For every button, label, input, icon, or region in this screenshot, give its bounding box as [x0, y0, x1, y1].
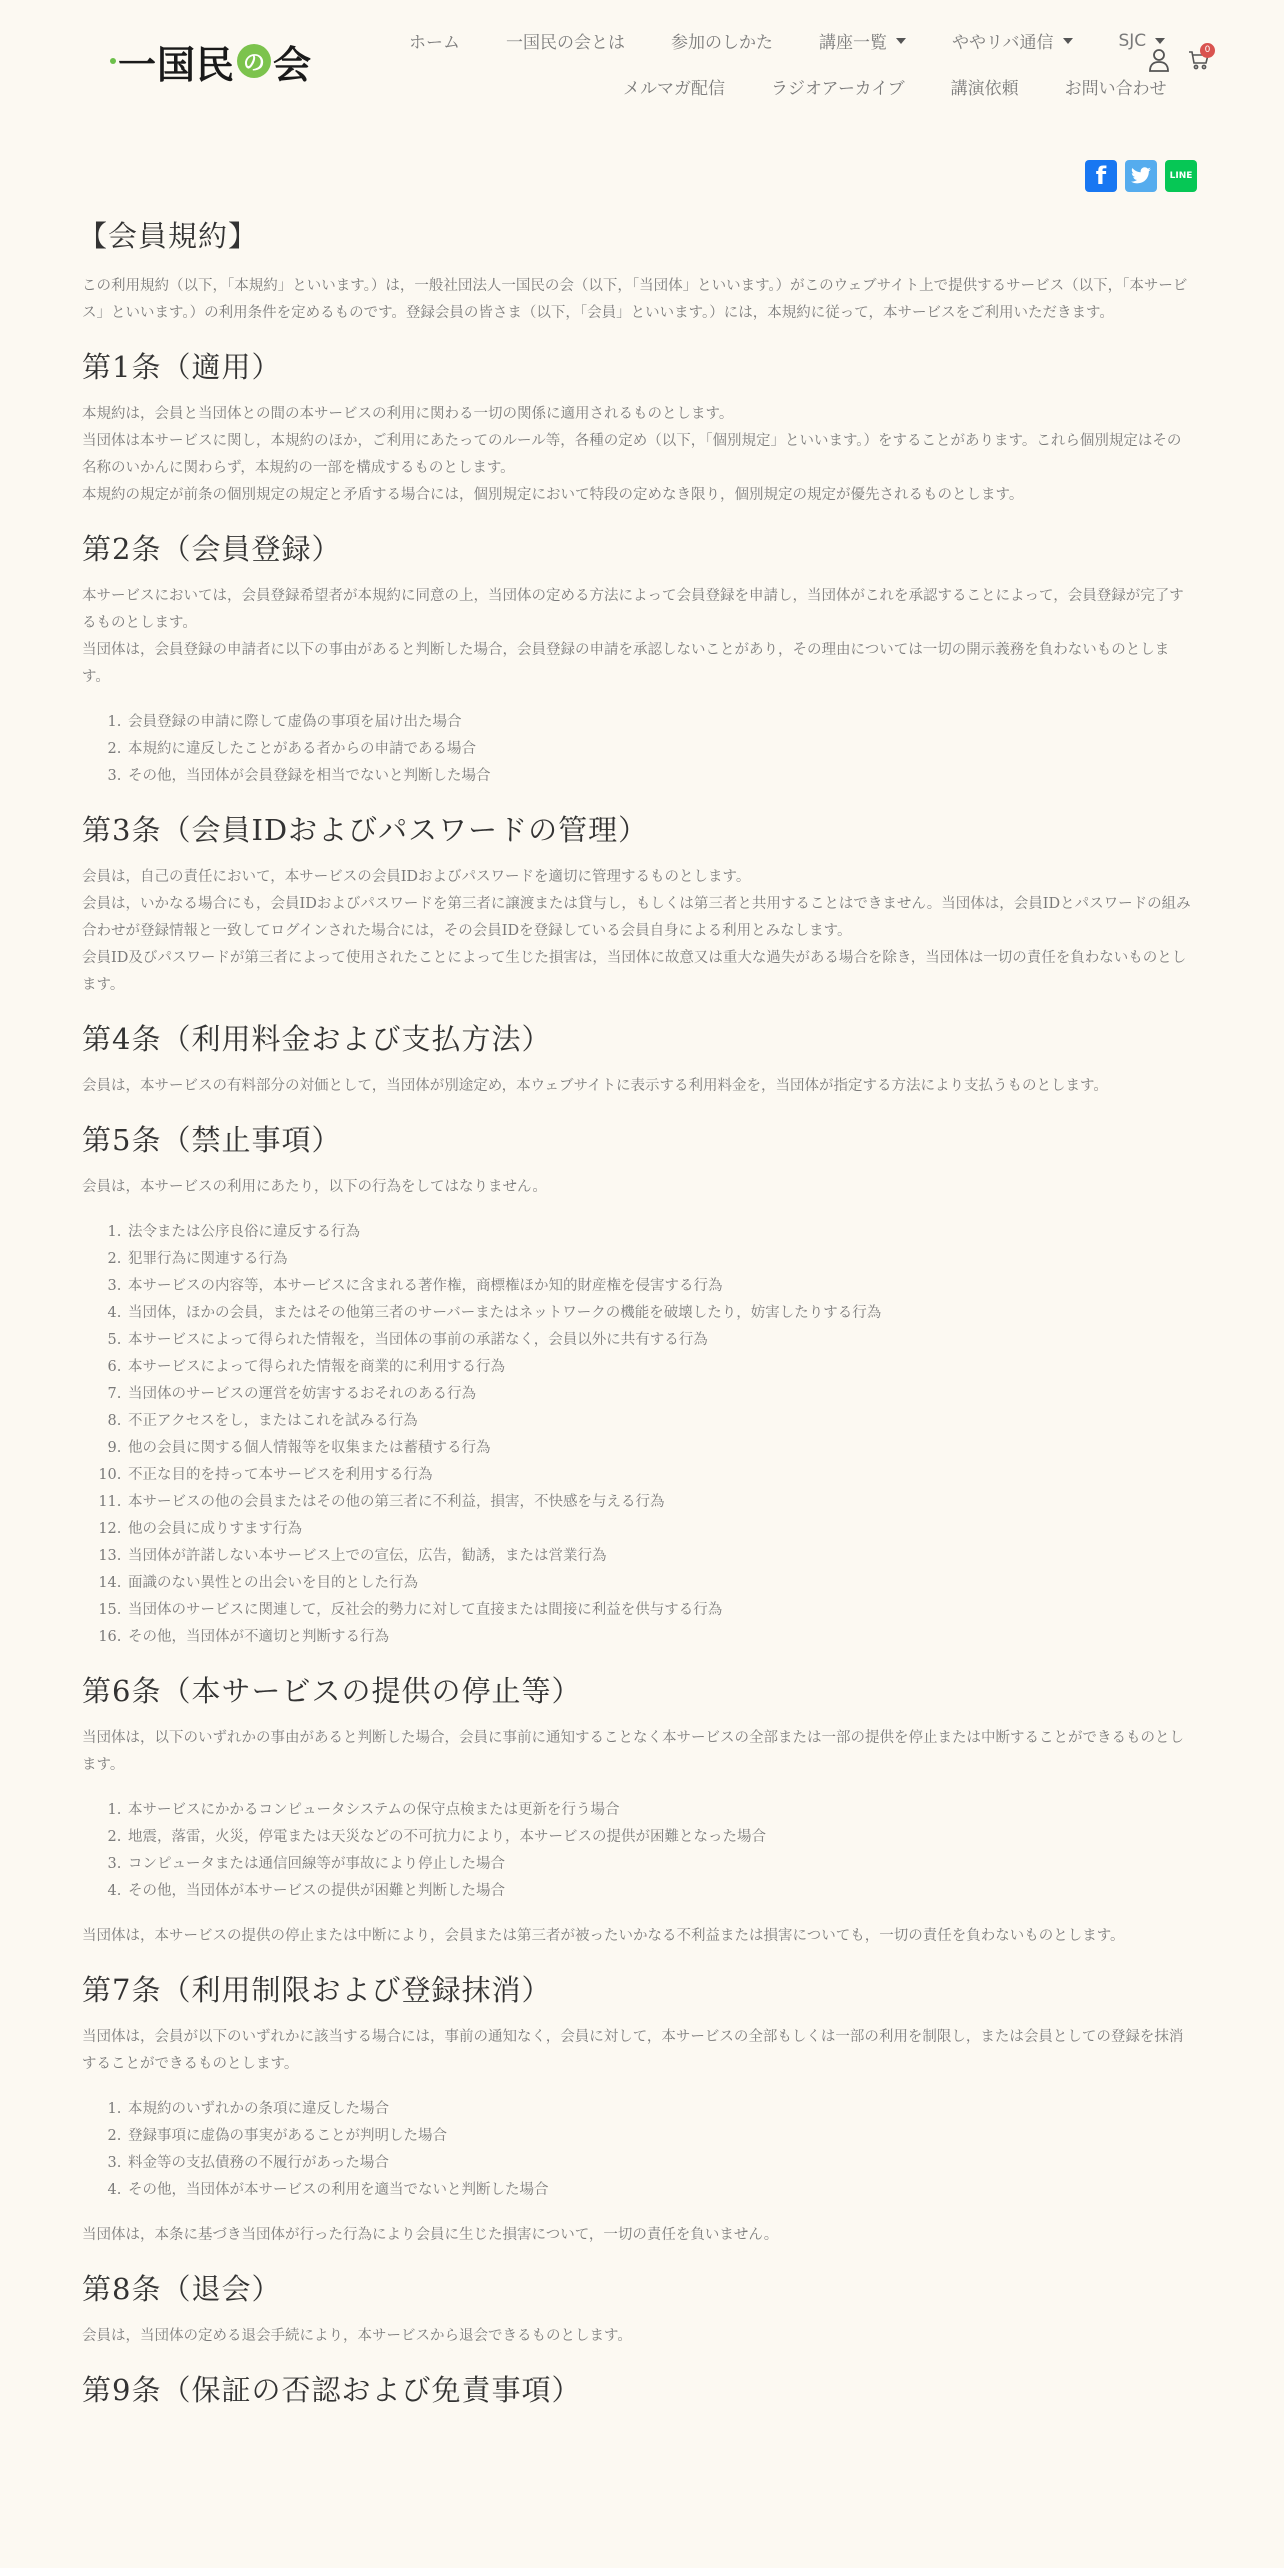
social-share-bar [1085, 160, 1197, 192]
user-icon[interactable] [1148, 48, 1170, 72]
chevron-down-icon [1155, 38, 1165, 44]
article-closing-paragraph: 当団体は，本サービスの提供の停止または中断により，会員または第三者が被ったいかなる不利益または損害についても，一切の責任を負わないものとします。 [82, 1928, 1125, 1944]
nav-contact-label: お問い合わせ [1064, 79, 1167, 99]
list-item: 2. 犯罪行為に関連する行為 [126, 1246, 1194, 1273]
article-paragraph: 本規約の規定が前条の個別規定の規定と矛盾する場合には，個別規定において特段の定めなき限り，個別規定の規定が優先されるものとします。 [82, 487, 1024, 503]
article-paragraph: 本サービスにおいては，会員登録希望者が本規約に同意の上，当団体の定める方法によって会員登録を申請し，当団体がこれを承認することによって，会員登録が完了するものとします。 [82, 588, 1184, 631]
article-heading: 第1条（適用） [82, 350, 282, 384]
list-item: 1. 本サービスにかかるコンピュータシステムの保守点検または更新を行う場合 [126, 1797, 1194, 1824]
article-paragraph: 会員ID及びパスワードが第三者によって使用されたことによって生じた損害は，当団体に故意又は重大な過失がある場合を除き，当団体は一切の責任を負わないものとします。 [82, 950, 1187, 993]
nav-courses-label: 講座一覧 [819, 33, 887, 53]
nav-courses[interactable] [796, 28, 929, 53]
article-heading: 第3条（会員IDおよびパスワードの管理） [82, 813, 649, 847]
nav-home[interactable] [386, 28, 483, 53]
article-paragraph: 会員は，本サービスの利用にあたり，以下の行為をしてはなりません。 [82, 1179, 547, 1195]
facebook-share-button[interactable] [1085, 160, 1117, 192]
line-share-button[interactable] [1165, 160, 1197, 192]
article-paragraph: 会員は，自己の責任において，本サービスの会員IDおよびパスワードを適切に管理するものとします。 [82, 869, 751, 885]
intro-paragraph: この利用規約（以下，「本規約」といいます。）は，一般社団法人一国民の会（以下，「当団体」といいます。）がこのウェブサイト上で提供するサービス（以下，「本サービス」といいます。）の利用条件を定めるものです。登録会員の皆さま（以下，「会員」といいます。）には，本規約に従って，本サービスをご利用いただきます。 [82, 278, 1188, 321]
list-item: 8. 不正アクセスをし，またはこれを試みる行為 [126, 1408, 1194, 1435]
list-item: 3. その他，当団体が会員登録を相当でないと判断した場合 [126, 763, 1194, 790]
logo-dot-icon [110, 58, 116, 64]
article-list [126, 1797, 1194, 1905]
nav-join[interactable] [648, 28, 796, 53]
chevron-down-icon [896, 38, 906, 44]
article-closing-paragraph: 当団体は，本条に基づき当団体が行った行為により会員に生じた損害について，一切の責任を負いません。 [82, 2227, 779, 2243]
list-item: 10. 不正な目的を持って本サービスを利用する行為 [126, 1462, 1194, 1489]
logo-circle: の [237, 44, 271, 78]
article-paragraph: 当団体は，会員が以下のいずれかに該当する場合には，事前の通知なく，会員に対して，本サービスの全部もしくは一部の利用を制限し，または会員としての登録を抹消することができるものとします。 [82, 2029, 1184, 2072]
list-item: 12. 他の会員に成りすます行為 [126, 1516, 1194, 1543]
cart-count-badge: 0 [1200, 43, 1215, 58]
article-paragraph: 当団体は，会員登録の申請者に以下の事由があると判断した場合，会員登録の申請を承認しないことがあり，その理由については一切の開示義務を負わないものとします。 [82, 642, 1170, 685]
list-item: 6. 本サービスによって得られた情報を商業的に利用する行為 [126, 1354, 1194, 1381]
article-list [126, 1219, 1194, 1651]
article-paragraph: 当団体は，以下のいずれかの事由があると判断した場合，会員に事前に通知することなく本サービスの全部または一部の提供を停止または中断することができるものとします。 [82, 1730, 1184, 1773]
nav-radio-label: ラジオアーカイブ [771, 79, 905, 99]
nav-home-label: ホーム [409, 33, 460, 53]
twitter-share-button[interactable] [1125, 160, 1157, 192]
article-paragraph: 当団体は本サービスに関し，本規約のほか，ご利用にあたってのルール等，各種の定め（以下，「個別規定」といいます。）をすることがあります。これら個別規定はその名称のいかんに関わらず，本規約の一部を構成するものとします。 [82, 433, 1182, 476]
list-item: 4. 当団体，ほかの会員，またはその他第三者のサーバーまたはネットワークの機能を破壊したり，妨害したりする行為 [126, 1300, 1194, 1327]
list-item: 16. その他，当団体が不適切と判断する行為 [126, 1624, 1194, 1651]
article-heading: 第9条（保証の否認および免責事項） [82, 2373, 582, 2407]
article-list [126, 709, 1194, 790]
chevron-down-icon [1063, 38, 1073, 44]
list-item: 1. 本規約のいずれかの条項に違反した場合 [126, 2096, 1194, 2123]
nav-contact[interactable] [1042, 74, 1190, 99]
nav-radio-archive[interactable] [748, 74, 928, 99]
list-item: 2. 本規約に違反したことがある者からの申請である場合 [126, 736, 1194, 763]
list-item: 3. コンピュータまたは通信回線等が事故により停止した場合 [126, 1851, 1194, 1878]
nav-lecture-label: 講演依頼 [950, 79, 1019, 99]
list-item: 13. 当団体が許諾しない本サービス上での宣伝，広告，勧誘，または営業行為 [126, 1543, 1194, 1570]
nav-mailmagazine[interactable] [600, 74, 748, 99]
terms-content [78, 214, 1194, 2424]
site-header [0, 0, 1284, 120]
page-title: 【会員規約】 [78, 219, 259, 253]
list-item: 14. 面識のない異性との出会いを目的とした行為 [126, 1570, 1194, 1597]
nav-about-label: 一国民の会とは [506, 33, 625, 53]
article-heading: 第8条（退会） [82, 2272, 282, 2306]
articles-container [82, 346, 1194, 2411]
list-item: 9. 他の会員に関する個人情報等を収集または蓄積する行為 [126, 1435, 1194, 1462]
article-paragraph: 会員は，いかなる場合にも，会員IDおよびパスワードを第三者に譲渡または貸与し，もしくは第三者と共用することはできません。当団体は，会員IDとパスワードの組み合わせが登録情報と一致してログインされた場合には，その会員IDを登録している会員自身による利用とみなします。 [82, 896, 1191, 939]
logo-text-after: 会 [273, 42, 313, 87]
nav-mailmagazine-label: メルマガ配信 [623, 79, 725, 99]
list-item: 2. 登録事項に虚偽の事実があることが判明した場合 [126, 2123, 1194, 2150]
list-item: 3. 本サービスの内容等，本サービスに含まれる著作権，商標権ほか知的財産権を侵害する行為 [126, 1273, 1194, 1300]
list-item: 1. 法令または公序良俗に違反する行為 [126, 1219, 1194, 1246]
nav-sjc-label: SJC [1118, 30, 1147, 51]
facebook-icon: f [1095, 162, 1107, 190]
list-item: 2. 地震，落雷，火災，停電または天災などの不可抗力により，本サービスの提供が困難となった場合 [126, 1824, 1194, 1851]
article-heading: 第5条（禁止事項） [82, 1123, 342, 1157]
nav-join-label: 参加のしかた [671, 33, 773, 53]
list-item: 5. 本サービスによって得られた情報を，当団体の事前の承諾なく，会員以外に共有する行為 [126, 1327, 1194, 1354]
article-list [126, 2096, 1194, 2204]
nav-newsletter-yayariba[interactable] [929, 28, 1096, 53]
article-paragraph: 会員は，本サービスの有料部分の対価として，当団体が別途定め，本ウェブサイトに表示する利用料金を，当団体が指定する方法により支払うものとします。 [82, 1078, 1108, 1094]
list-item: 11. 本サービスの他の会員またはその他の第三者に不利益，損害，不快感を与える行為 [126, 1489, 1194, 1516]
list-item: 3. 料金等の支払債務の不履行があった場合 [126, 2150, 1194, 2177]
list-item: 4. その他，当団体が本サービスの提供が困難と判断した場合 [126, 1878, 1194, 1905]
article-heading: 第4条（利用料金および支払方法） [82, 1022, 552, 1056]
article-heading: 第7条（利用制限および登録抹消） [82, 1973, 552, 2007]
article-heading: 第2条（会員登録） [82, 532, 342, 566]
list-item: 1. 会員登録の申請に際して虚偽の事項を届け出た場合 [126, 709, 1194, 736]
line-icon: LINE [1169, 171, 1193, 181]
article-heading: 第6条（本サービスの提供の停止等） [82, 1674, 582, 1708]
twitter-icon [1130, 167, 1152, 185]
nav-yayariba-label: ややリバ通信 [952, 33, 1054, 53]
main-nav-row1 [386, 28, 1188, 53]
nav-lecture-request[interactable] [928, 74, 1042, 99]
article-paragraph: 会員は，当団体の定める退会手続により，本サービスから退会できるものとします。 [82, 2328, 632, 2344]
nav-sjc[interactable] [1096, 28, 1189, 53]
article-paragraph: 本規約は，会員と当団体との間の本サービスの利用に関わる一切の関係に適用されるものとします。 [82, 406, 734, 422]
logo-text-before: 一国民 [118, 42, 236, 87]
list-item: 4. その他，当団体が本サービスの利用を適当でないと判断した場合 [126, 2177, 1194, 2204]
nav-about[interactable] [483, 28, 648, 53]
list-item: 7. 当団体のサービスの運営を妨害するおそれのある行為 [126, 1381, 1194, 1408]
site-logo[interactable] [110, 36, 312, 86]
list-item: 15. 当団体のサービスに関連して，反社会的勢力に対して直接または間接に利益を供与する行為 [126, 1597, 1194, 1624]
main-nav-row2 [600, 74, 1190, 99]
